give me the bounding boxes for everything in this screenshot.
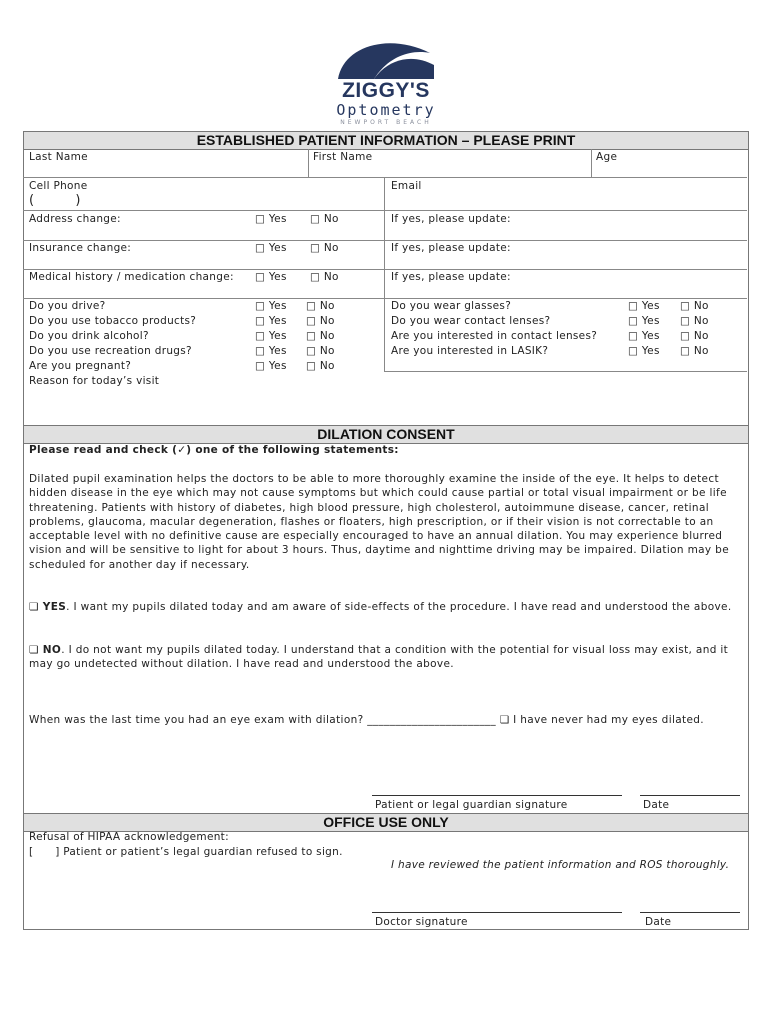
phone-parens: ( ) <box>29 193 81 208</box>
q-tobacco-no[interactable]: □ No <box>306 315 335 327</box>
medical-yes-checkbox[interactable]: □ Yes <box>255 271 287 283</box>
logo-name: ZIGGY'S <box>342 79 430 102</box>
q-glasses-no[interactable]: □ No <box>680 300 709 312</box>
q-glasses: Do you wear glasses? <box>391 300 512 312</box>
q-drugs-no[interactable]: □ No <box>306 345 335 357</box>
address-change-label: Address change: <box>29 213 121 225</box>
dilation-instruction: Please read and check (✓) one of the following statements: <box>29 444 399 456</box>
q-pregnant: Are you pregnant? <box>29 360 132 372</box>
consent-yes-option[interactable] <box>29 600 745 614</box>
reviewed-statement: I have reviewed the patient information and ROS thoroughly. <box>391 859 730 871</box>
q-contacts-no[interactable]: □ No <box>680 315 709 327</box>
q-contacts-interest-yes[interactable]: □ Yes <box>628 330 660 342</box>
dilation-consent-header <box>23 425 749 444</box>
q-contacts-yes[interactable]: □ Yes <box>628 315 660 327</box>
q-glasses-yes[interactable]: □ Yes <box>628 300 660 312</box>
q-lasik-yes[interactable]: □ Yes <box>628 345 660 357</box>
medical-update-label: If yes, please update: <box>391 271 511 283</box>
consent-yes-label[interactable]: ❏ YES <box>29 601 67 613</box>
dilation-explanation: Dilated pupil examination helps the doctors to be able to more thoroughly examine the inside of the eye. It helps to detect hidden disease in the eye which may not cause symptoms but which could cause partial or total visual impairment or be life threatening. Patients with history of diabetes, high blood pressure, high cholesterol, autoimmune disease, cancer, retinal problems, glaucoma, macular degeneration, flashes or floaters, high prescription, or if their vision is not correctable to an acceptable level with no definitive cause are especially encouraged to have an annual dilation. You may experience blurred vision and will be sensitive to light for about 3 hours. Thus, daytime and nighttime driving may be impaired. Dilation may be scheduled for another day if necessary. <box>29 473 730 571</box>
q-drugs-yes[interactable]: □ Yes <box>255 345 287 357</box>
insurance-yes-checkbox[interactable]: □ Yes <box>255 242 287 254</box>
logo-location: NEWPORT BEACH <box>340 119 432 126</box>
insurance-change-label: Insurance change: <box>29 242 132 254</box>
logo-wave-icon <box>330 35 442 85</box>
q-drugs: Do you use recreation drugs? <box>29 345 192 357</box>
q-contacts: Do you wear contact lenses? <box>391 315 551 327</box>
q-alcohol-no[interactable]: □ No <box>306 330 335 342</box>
q-pregnant-yes[interactable]: □ Yes <box>255 360 287 372</box>
q-drive: Do you drive? <box>29 300 106 312</box>
first-name-label: First Name <box>313 151 373 163</box>
q-tobacco: Do you use tobacco products? <box>29 315 197 327</box>
q-pregnant-no[interactable]: □ No <box>306 360 335 372</box>
hipaa-refusal-checkbox[interactable]: [ ] Patient or patient’s legal guardian refused to sign. <box>29 846 343 858</box>
q-tobacco-yes[interactable]: □ Yes <box>255 315 287 327</box>
hipaa-refusal-label: Refusal of HIPAA acknowledgement: <box>29 831 229 843</box>
q-lasik-no[interactable]: □ No <box>680 345 709 357</box>
consent-no-option[interactable] <box>29 643 745 672</box>
q-alcohol: Do you drink alcohol? <box>29 330 149 342</box>
office-use-title: OFFICE USE ONLY <box>323 814 449 830</box>
doctor-date-label: Date <box>645 916 672 928</box>
patient-signature-line[interactable] <box>372 795 622 796</box>
dilation-consent-title: DILATION CONSENT <box>317 426 455 442</box>
patient-date-line[interactable] <box>640 795 740 796</box>
office-use-header <box>23 813 749 832</box>
address-update-label: If yes, please update: <box>391 213 511 225</box>
address-yes-checkbox[interactable]: □ Yes <box>255 213 287 225</box>
logo-sub: Optometry <box>336 101 436 119</box>
doctor-signature-label: Doctor signature <box>375 916 468 928</box>
address-no-checkbox[interactable]: □ No <box>310 213 339 225</box>
insurance-update-label: If yes, please update: <box>391 242 511 254</box>
medical-change-label: Medical history / medication change: <box>29 271 234 283</box>
patient-signature-label: Patient or legal guardian signature <box>375 799 568 811</box>
insurance-no-checkbox[interactable]: □ No <box>310 242 339 254</box>
email-label: Email <box>391 180 422 192</box>
q-drive-yes[interactable]: □ Yes <box>255 300 287 312</box>
q-contacts-interest: Are you interested in contact lenses? <box>391 330 598 342</box>
patient-date-label: Date <box>643 799 670 811</box>
logo <box>330 35 442 135</box>
doctor-signature-line[interactable] <box>372 912 622 913</box>
q-lasik: Are you interested in LASIK? <box>391 345 549 357</box>
q-drive-no[interactable]: □ No <box>306 300 335 312</box>
doctor-date-line[interactable] <box>640 912 740 913</box>
q-alcohol-yes[interactable]: □ Yes <box>255 330 287 342</box>
age-label: Age <box>596 151 618 163</box>
consent-no-label[interactable]: ❏ NO <box>29 644 62 656</box>
cell-phone-label: Cell Phone <box>29 180 88 192</box>
q-contacts-interest-no[interactable]: □ No <box>680 330 709 342</box>
last-name-label: Last Name <box>29 151 88 163</box>
last-exam-question[interactable]: When was the last time you had an eye exam with dilation? _______________________ ❏ I have never had my eyes dilated. <box>29 714 704 726</box>
medical-no-checkbox[interactable]: □ No <box>310 271 339 283</box>
patient-info-title: ESTABLISHED PATIENT INFORMATION – PLEASE PRINT <box>196 132 576 148</box>
reason-label: Reason for today’s visit <box>29 375 160 387</box>
consent-yes-text: . I want my pupils dilated today and am aware of side-effects of the procedure. I have read and understood the above. <box>66 601 732 613</box>
consent-no-text: . I do not want my pupils dilated today. I understand that a condition with the potential for visual loss may exist, and it may go undetected without dilation. I have read and understood the above. <box>29 644 729 671</box>
patient-info-header <box>23 131 749 150</box>
